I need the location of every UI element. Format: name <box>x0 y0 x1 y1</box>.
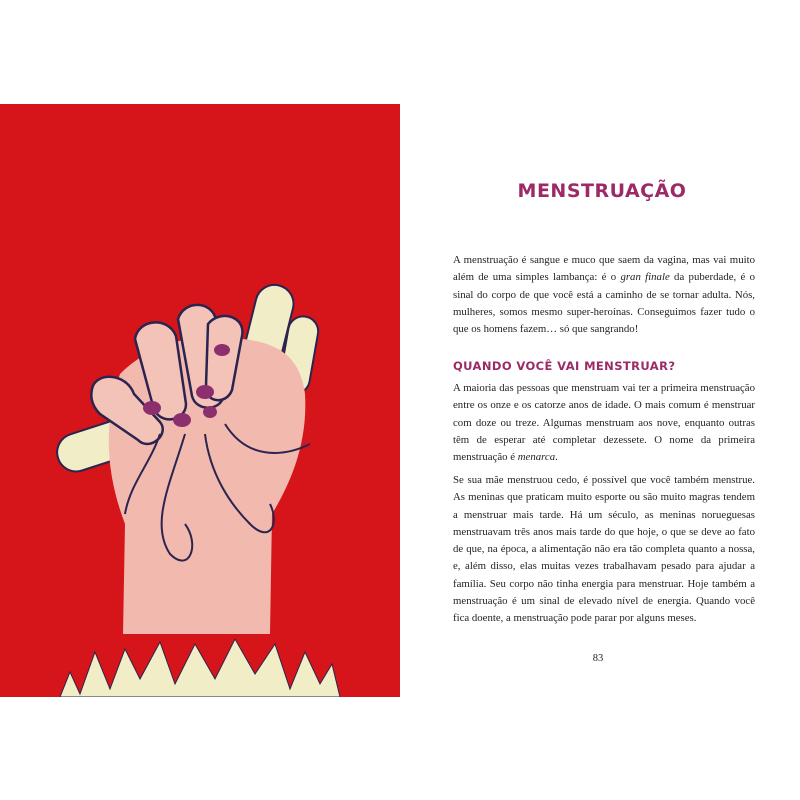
text-page <box>453 104 758 697</box>
factors-paragraph: Se sua mãe menstruou cedo, é possível que você também menstrue. As meninas que praticam muito esporte ou são muito magras tendem a menstruar mais tarde. Há um século, as meninas norueguesas menstruavam três anos mais tarde do que hoje, o que se deve ao fato de que, na época, a alimentação não era tão completa quanto a nossa, e, além disso, elas muitas vezes trabalhavam pesado para ajudar a família. Seu corpo não tinha energia para menstruar. Hoje também a menstruação é um sinal de elevado nível de energia. Quando você fica doente, a menstruação pode parar por alguns meses. <box>453 474 755 625</box>
fist-holding-tampons-image <box>0 104 400 697</box>
page-number: 83 <box>592 653 604 664</box>
section-heading: QUANDO VOCÊ VAI MENSTRUAR? <box>453 359 676 373</box>
fist-illustration <box>0 104 400 697</box>
page-title: MENSTRUAÇÃO <box>517 180 687 202</box>
first-period-paragraph: A maioria das pessoas que menstruam vai ter a primeira menstruação entre os onze e os catorze anos de idade. O mais comum é menstruar com doze ou treze. Algumas menstruam aos nove, enquanto outras têm de esperar até completar dezessete. O nome da primeira menstruação é menarca. <box>453 382 755 464</box>
intro-paragraph: A menstruação é sangue e muco que saem da vagina, mas vai muito além de uma simples lambança: é o gran finale da puberdade, é o sinal do corpo de que você está a caminho de se tornar adulta. Nós, mulheres, somos mesmo super-heroínas. Conseguimos fazer tudo o que os homens fazem… só que sangrando! <box>453 254 756 336</box>
